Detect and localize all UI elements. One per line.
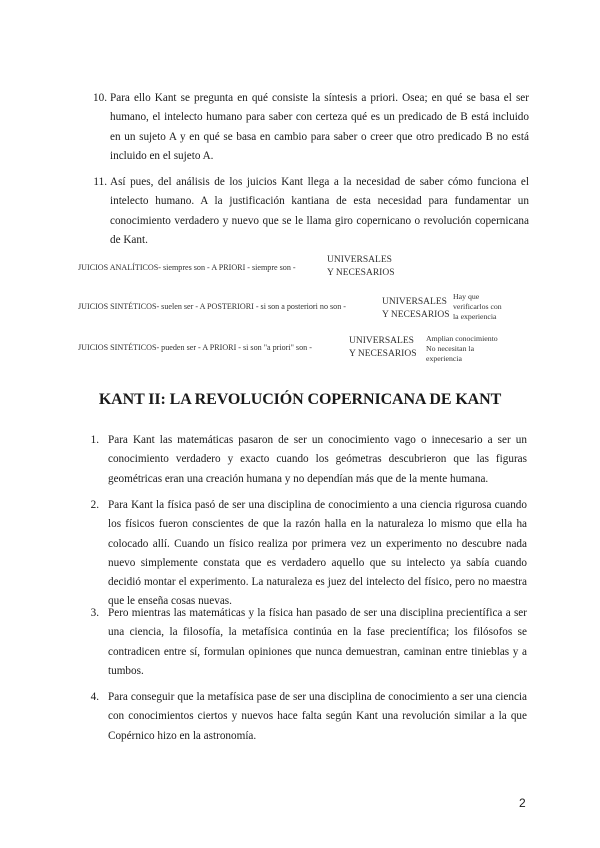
- list-item-4: [86, 688, 527, 746]
- result-line: Y NECESARIOS: [327, 268, 395, 278]
- item-number: 3.: [90, 607, 99, 619]
- item-text: Así pues, del análisis de los juicios Kant llega a la necesidad de saber cómo funciona el intelecto humano. A la justificación kantiana de esta necesidad para fundamentar un conocimiento verdadero y nuevo que se le llama giro copernicano o revolución copernicana de Kant.: [110, 176, 529, 246]
- note-line: la experiencia: [453, 312, 497, 321]
- result-line: UNIVERSALES: [382, 297, 447, 307]
- judgment-row-1: JUICIOS ANALÍTICOS- siempres son - A PRIORI - siempre son -: [78, 263, 296, 272]
- result-line: Y NECESARIOS: [382, 310, 450, 320]
- list-item-3: [86, 604, 527, 681]
- note-line: No necesitan la: [426, 344, 475, 353]
- judgment-row-3: JUICIOS SINTÉTICOS- pueden ser - A PRIORI - si son "a priori" son -: [78, 343, 312, 352]
- list-item-10: [86, 89, 529, 166]
- note-line: experiencia: [426, 354, 462, 363]
- list-item-1: [86, 431, 527, 489]
- page-number: 2: [519, 796, 526, 810]
- item-number: 2.: [90, 499, 99, 511]
- item-text: Para ello Kant se pregunta en qué consiste la síntesis a priori. Osea; en qué se basa el ser humano, el intelecto humano para saber con certeza qué es un predicado de B está incluido en un sujeto A y en qué se basa en cambio para saber o creer que otro predicado B no está incluido en el sujeto A.: [110, 92, 529, 162]
- item-number: 11.: [93, 176, 107, 188]
- result-line: UNIVERSALES: [349, 336, 414, 346]
- result-line: UNIVERSALES: [327, 255, 392, 265]
- list-item-11: [86, 173, 529, 250]
- note-line: Amplian conocimiento: [426, 334, 498, 343]
- judgment-1-result: [327, 254, 394, 280]
- judgment-2-result: [382, 296, 449, 322]
- item-text: Pero mientras las matemáticas y la física han pasado de ser una disciplina precientífica a ser una ciencia, la filosofía, la metafísica continúa en la fase precientífica; los filósofos se contradicen entre sí, formulan opiniones que nunca demuestran, caminan entre tinieblas y a tumbos.: [108, 607, 527, 677]
- item-text: Para Kant las matemáticas pasaron de ser un conocimiento vago o innecesario a ser un conocimiento verdadero y exacto cuando los geómetras descubrieron que las figuras geométricas eran una creación humana y no dependían más que de la mente humana.: [108, 434, 527, 485]
- judgment-2-note: [453, 292, 502, 322]
- item-number: 4.: [90, 691, 99, 703]
- judgment-3-note: [426, 334, 498, 364]
- item-number: 1.: [90, 434, 99, 446]
- section-title: KANT II: LA REVOLUCIÓN COPERNICANA DE KANT: [98, 391, 502, 408]
- result-line: Y NECESARIOS: [349, 349, 417, 359]
- item-number: 10.: [93, 92, 107, 104]
- note-line: verificarlos con: [453, 302, 502, 311]
- note-line: Hay que: [453, 292, 480, 301]
- judgment-3-result: [349, 335, 416, 361]
- judgment-row-2: JUICIOS SINTÉTICOS- suelen ser - A POSTERIORI - si son a posteriori no son -: [78, 302, 346, 311]
- item-text: Para Kant la física pasó de ser una disciplina de conocimiento a una ciencia rigurosa cuando los físicos fueron conscientes de que la razón halla en la naturaleza lo mismo que ella ha colocado allí. Cuando un físico realiza por primera vez un experimento no descubre nada nuevo simplemente constata que es verdadero aquello que su intelecto ya sabía cuando decidió montar el experimento. La naturaleza es juez del intelecto del físico, pero no maestra que le enseña cosas nuevas.: [108, 499, 527, 608]
- item-text: Para conseguir que la metafísica pase de ser una disciplina de conocimiento a ser una ciencia con conocimientos ciertos y nuevos hace falta según Kant una revolución similar a la que Copérnico hizo en la astronomía.: [108, 691, 527, 742]
- list-item-2: [86, 496, 527, 612]
